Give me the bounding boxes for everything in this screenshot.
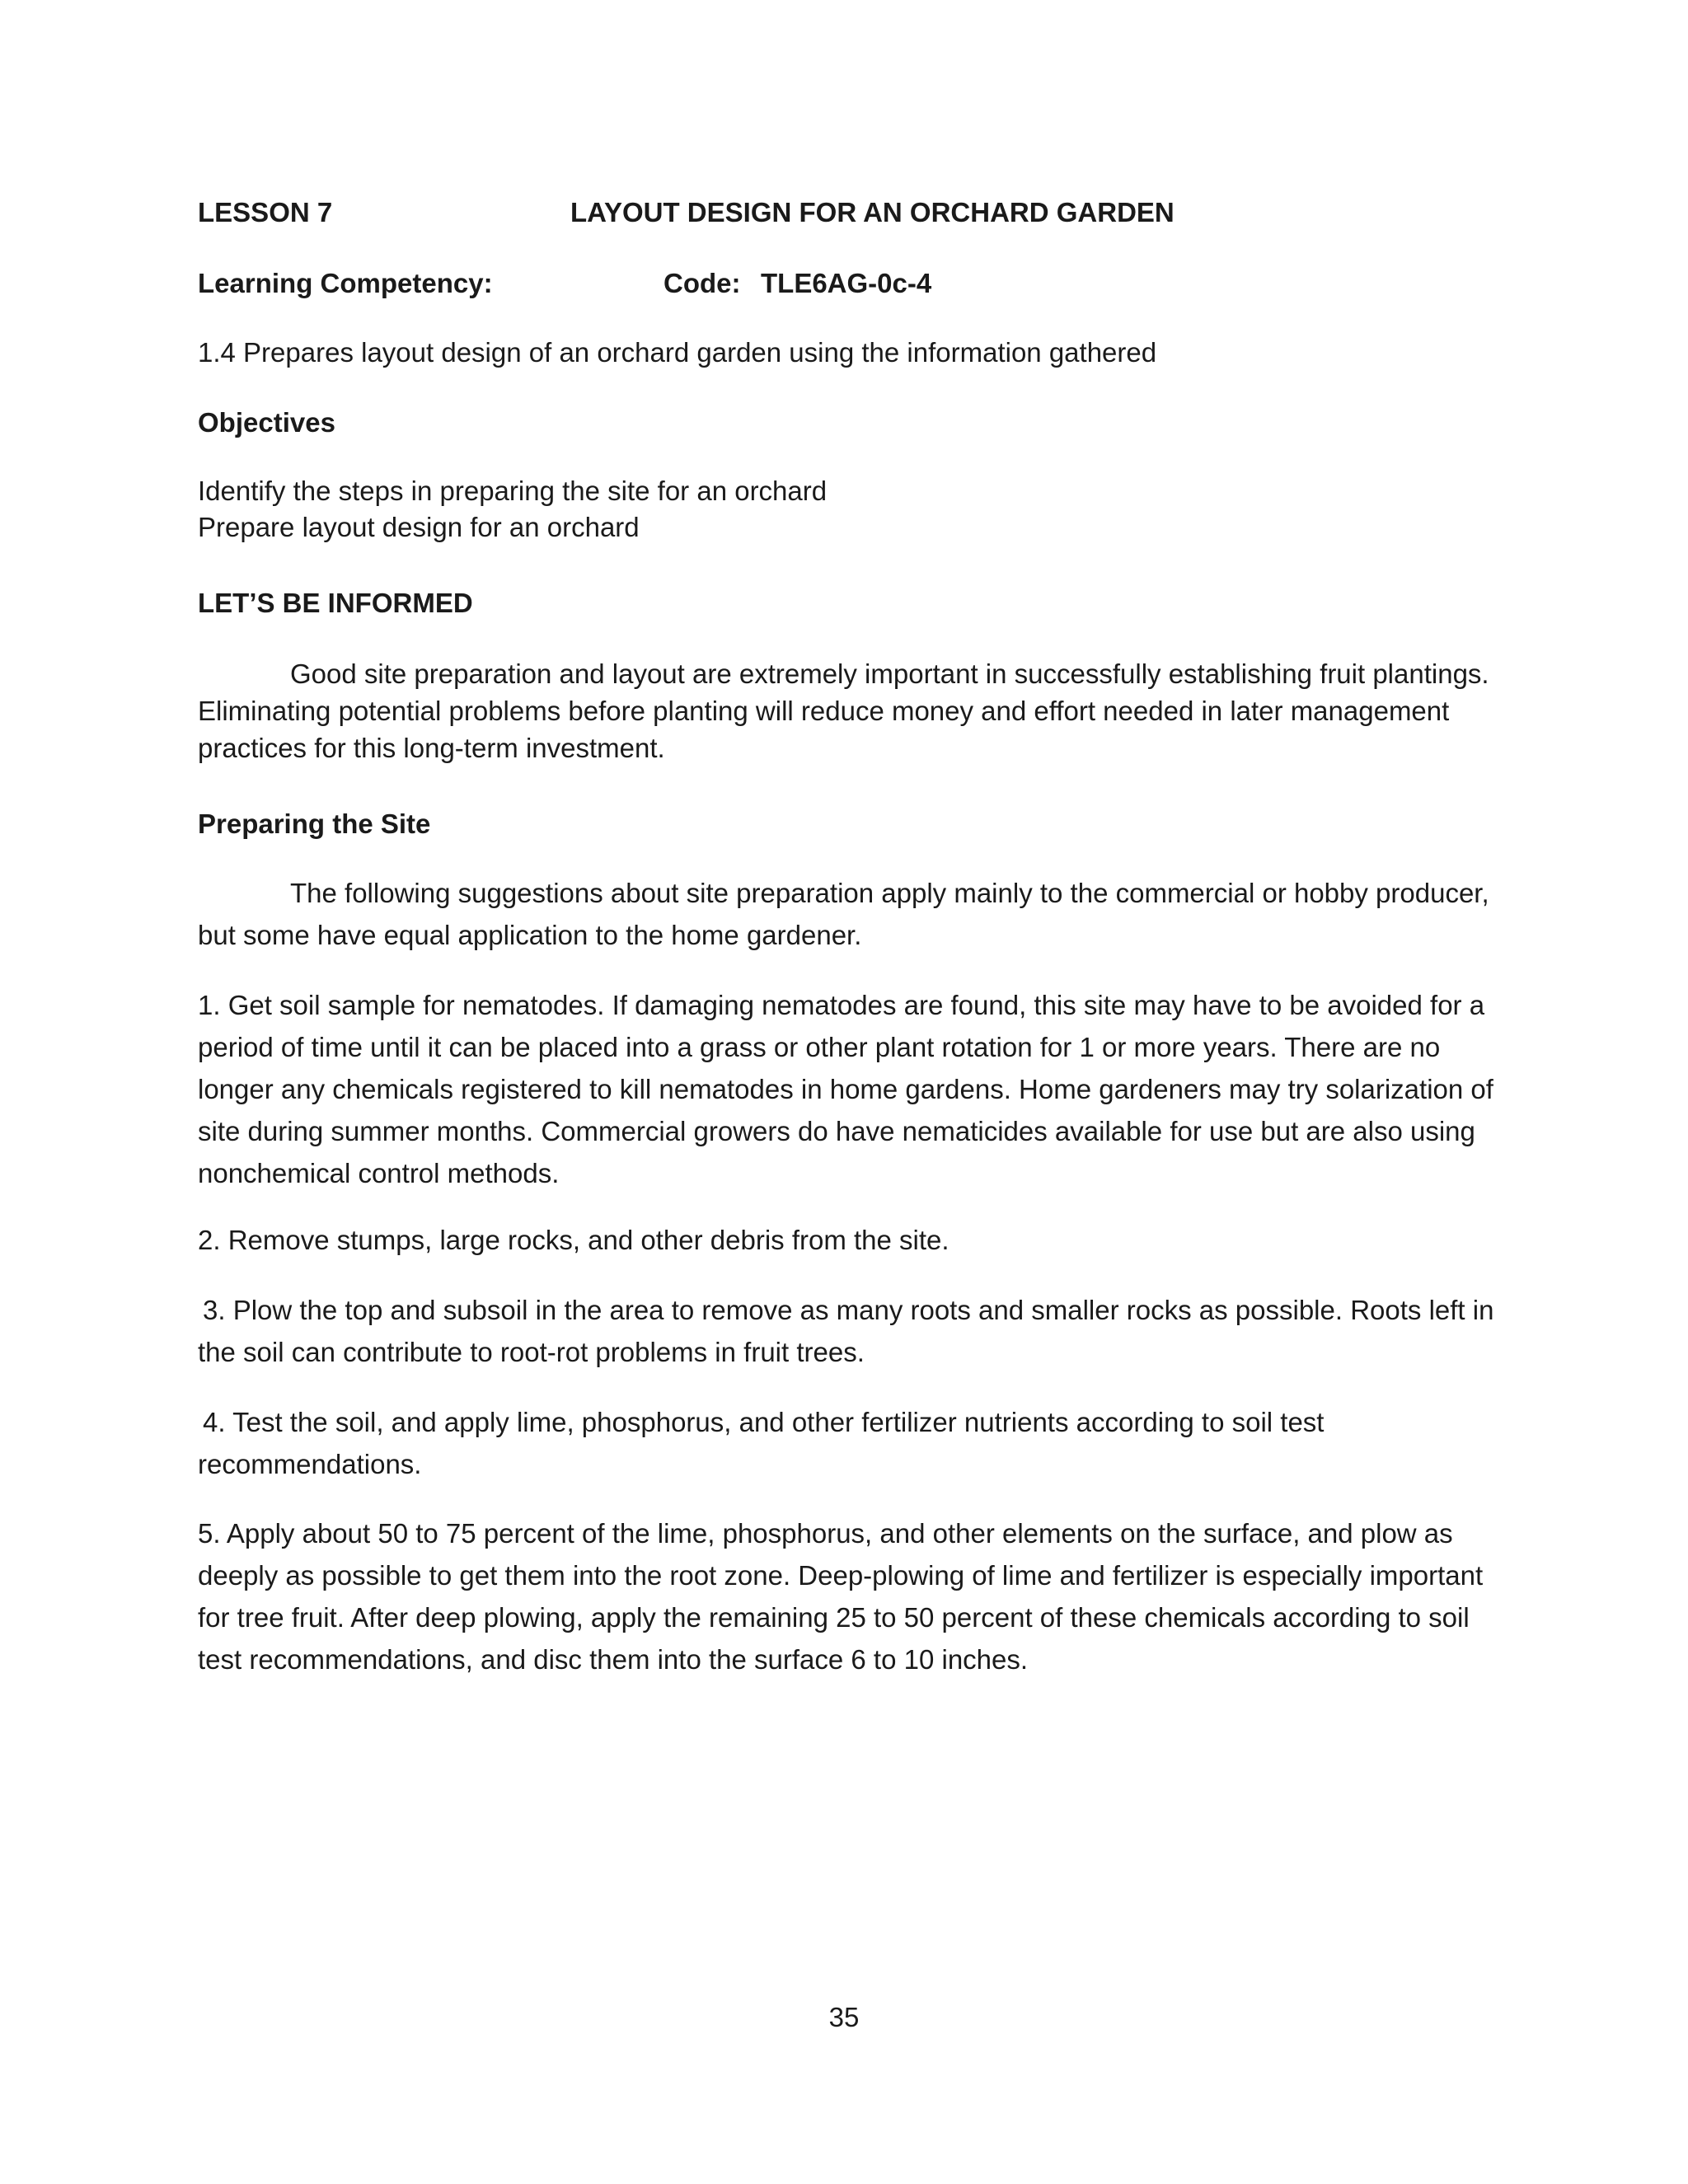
site-intro: The following suggestions about site preparation apply mainly to the commercial or hobby producer, but some have equal application to the home gardener. xyxy=(198,878,1489,950)
site-step: 4. Test the soil, and apply lime, phosphorus, and other fertilizer nutrients according to soil test recommendations. xyxy=(198,1407,1325,1479)
site-step: 5. Apply about 50 to 75 percent of the lime, phosphorus, and other elements on the surface, and plow as deeply as possible to get them into the root zone. Deep-plowing of lime and fertilizer is especially important for tree fruit. After deep plowing, apply the remaining 25 to 50 percent of these chemicals according to soil test recommendations, and disc them into the surface 6 to 10 inches. xyxy=(198,1518,1484,1675)
objective-item: Identify the steps in preparing the site for an orchard xyxy=(198,476,828,506)
site-heading: Preparing the Site xyxy=(198,808,431,839)
site-step: 1. Get soil sample for nematodes. If damaging nematodes are found, this site may have to be avoided for a period of time until it can be placed into a grass or other plant rotation for 1 or more years. There are no longer any chemicals registered to kill nematodes in home gardens. Home gardeners may try solarization of site during summer months. Commercial growers do have nematicides available for use but are also using nonchemical control methods. xyxy=(198,990,1493,1188)
informed-paragraph: Good site preparation and layout are extremely important in successfully establishing fruit plantings. Eliminating potential problems before planting will reduce money and effort needed in later management practices for this long-term investment. xyxy=(198,658,1489,763)
objective-item: Prepare layout design for an orchard xyxy=(198,512,640,542)
informed-heading: LET’S BE INFORMED xyxy=(198,588,473,618)
competency-text: 1.4 Prepares layout design of an orchard garden using the information gathered xyxy=(198,337,1157,368)
code-value: TLE6AG-0c-4 xyxy=(761,268,932,298)
code-label: Code: xyxy=(663,268,741,298)
competency-label: Learning Competency: xyxy=(198,268,493,298)
page-number: 35 xyxy=(828,2002,860,2032)
site-step: 2. Remove stumps, large rocks, and other debris from the site. xyxy=(198,1225,950,1255)
lesson-label: LESSON 7 xyxy=(198,197,333,227)
site-step: 3. Plow the top and subsoil in the area to remove as many roots and smaller rocks as possible. Roots left in the soil can contribute to root-rot problems in fruit trees. xyxy=(198,1295,1494,1367)
lesson-title: LAYOUT DESIGN FOR AN ORCHARD GARDEN xyxy=(570,197,1175,227)
objectives-heading: Objectives xyxy=(198,407,335,438)
